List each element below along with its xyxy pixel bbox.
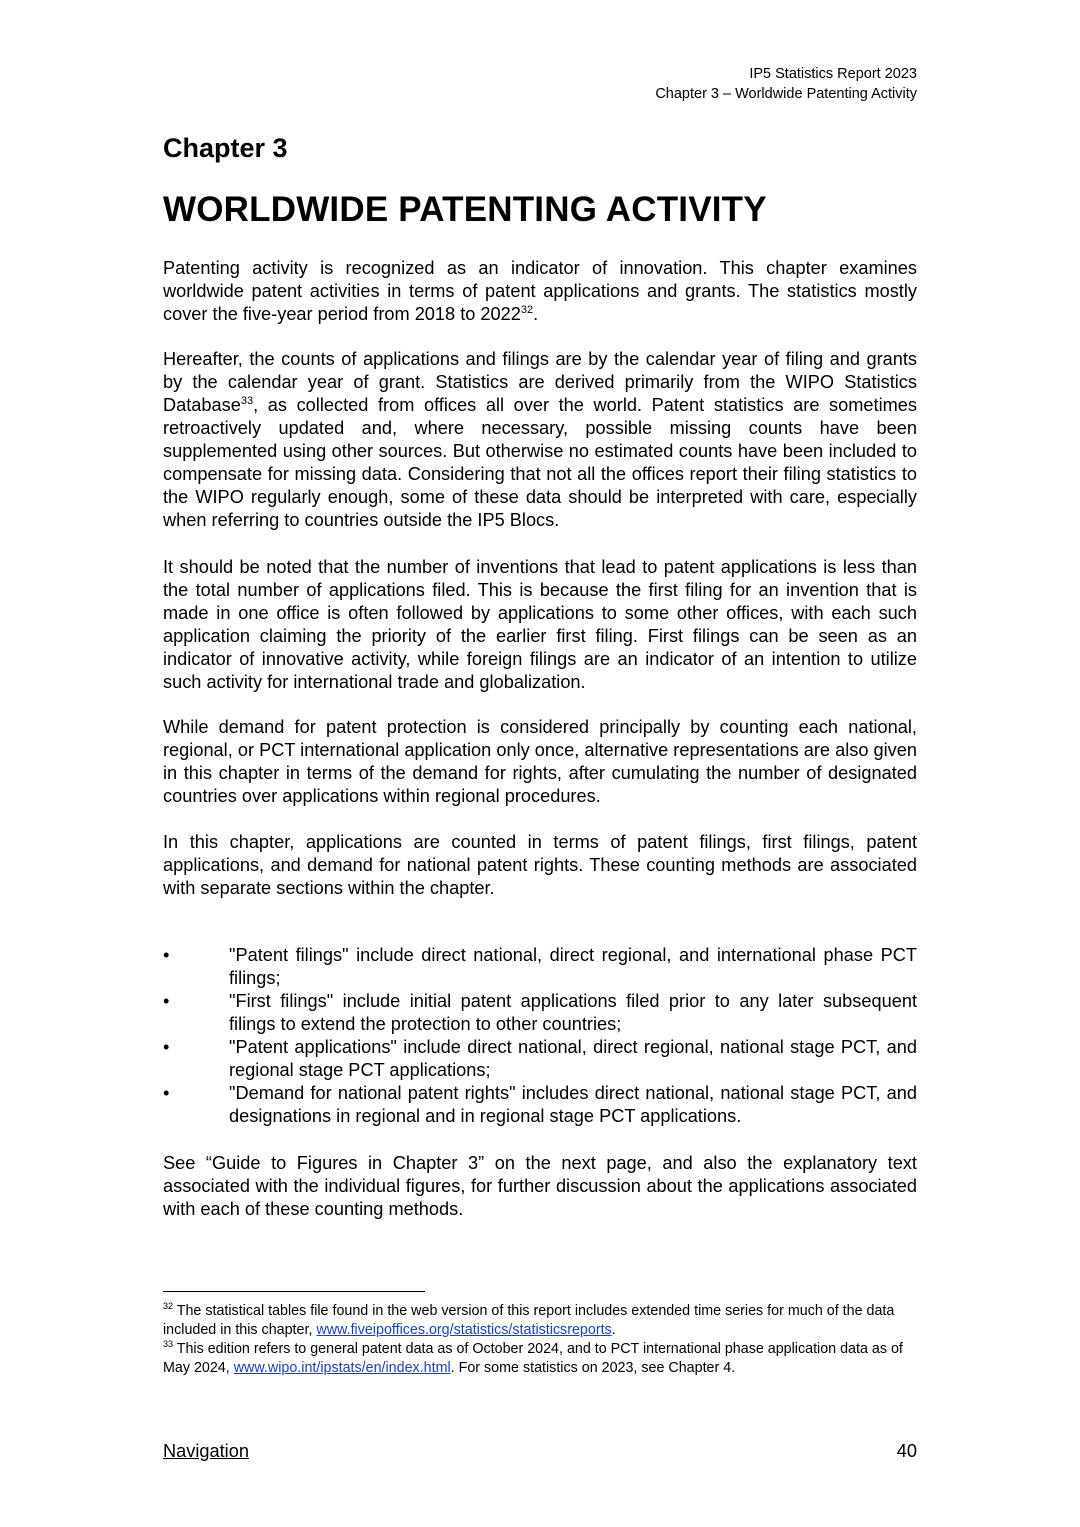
chapter-label: Chapter 3: [163, 133, 288, 163]
footnote-33: [163, 1340, 917, 1378]
running-header: [655, 64, 917, 104]
footnote-ref-33[interactable]: 33: [240, 394, 254, 407]
paragraph-text: In this chapter, applications are counted in terms of patent filings, first filings, patent applications, and demand for national patent rights. These counting methods are associated with separate sections within the chapter.: [163, 832, 917, 898]
paragraph-inventions: [163, 556, 917, 694]
paragraph-counting-methods: [163, 831, 917, 900]
paragraph-text: See “Guide to Figures in Chapter 3” on the next page, and also the explanatory text associated with the individual figures, for further discussion about the applications associated with each of these counting methods.: [163, 1153, 917, 1219]
chapter-reference: Chapter 3 – Worldwide Patenting Activity: [655, 86, 917, 102]
list-item: [163, 990, 917, 1036]
list-item-text: "Patent applications" include direct national, direct regional, national stage PCT, and regional stage PCT applications;: [229, 1037, 917, 1080]
footnote-divider: [163, 1291, 425, 1292]
wipo-ipstats-link[interactable]: www.wipo.int/ipstats/en/index.html: [233, 1360, 451, 1376]
bullet-icon: •: [163, 991, 170, 1011]
paragraph-intro: [163, 257, 917, 326]
paragraph-text: Patenting activity is recognized as an indicator of innovation. This chapter examines worldwide patent activities in terms of patent applications and grants. The statistics mostly cover the five-year period from 2018 to 2022: [163, 258, 917, 324]
footnote-32: [163, 1302, 917, 1340]
counting-methods-list: [163, 944, 917, 1128]
paragraph-text: While demand for patent protection is considered principally by counting each national, regional, or PCT international application only once, alternative representations are also given in this chapter in terms of the demand for rights, after cumulating the number of designated countries over applications within regional procedures.: [163, 717, 917, 806]
list-item-text: "Demand for national patent rights" includes direct national, national stage PCT, and designations in regional and in regional stage PCT applications.: [229, 1083, 917, 1126]
list-item: [163, 1082, 917, 1128]
bullet-icon: •: [163, 945, 170, 965]
paragraph-text: It should be noted that the number of inventions that lead to patent applications is less than the total number of applications filed. This is because the first filing for an invention that is made in one office is often followed by applications to some other offices, with each such application claiming the priority of the earlier first filing. First filings can be seen as an indicator of innovative activity, while foreign filings are an indicator of an intention to utilize such activity for international trade and globalization.: [163, 557, 917, 692]
list-item-text: "Patent filings" include direct national, direct regional, and international phase PCT filings;: [229, 945, 917, 988]
page-number: 40: [896, 1441, 917, 1461]
footnote-tail: . For some statistics on 2023, see Chapter 4.: [450, 1360, 736, 1376]
paragraph-guide: [163, 1152, 917, 1221]
bullet-icon: •: [163, 1083, 170, 1103]
paragraph-text-continued: , as collected from offices all over the world. Patent statistics are sometimes retroactively updated and, where necessary, possible missing counts have been supplemented using other sources. But otherwise no estimated counts have been included to compensate for missing data. Considering that not all the offices report their filing statistics to the WIPO regularly enough, some of these data should be interpreted with care, especially when referring to countries outside the IP5 Blocs.: [163, 395, 917, 530]
paragraph-demand: [163, 716, 917, 808]
footnote-text: The statistical tables file found in the web version of this report includes extended time series for much of the data included in this chapter,: [163, 1303, 895, 1338]
list-item-text: "First filings" include initial patent applications filed prior to any later subsequent filings to extend the protection to other countries;: [229, 991, 917, 1034]
chapter-title: WORLDWIDE PATENTING ACTIVITY: [163, 190, 767, 229]
footnotes: [163, 1302, 917, 1378]
paragraph-data-sources: [163, 348, 917, 532]
footnote-ref-32[interactable]: 32: [520, 303, 534, 316]
page-footer: [163, 1438, 917, 1464]
bullet-icon: •: [163, 1037, 170, 1057]
paragraph-text: Hereafter, the counts of applications and filings are by the calendar year of filing and grants by the calendar year of grant. Statistics are derived primarily from the WIPO Statistics Database: [163, 349, 917, 415]
report-title: IP5 Statistics Report 2023: [749, 66, 917, 82]
list-item: [163, 944, 917, 990]
footnote-text: This edition refers to general patent data as of October 2024, and to PCT international phase application data as of May 2024,: [163, 1341, 903, 1376]
navigation-link[interactable]: Navigation: [163, 1441, 249, 1461]
list-item: [163, 1036, 917, 1082]
footnote-number: 32: [163, 1301, 174, 1312]
footnote-number: 33: [163, 1339, 174, 1350]
fiveipoffices-link[interactable]: www.fiveipoffices.org/statistics/statisticsreports: [316, 1322, 612, 1338]
paragraph-tail: .: [533, 304, 539, 324]
footnote-tail: .: [611, 1322, 616, 1338]
